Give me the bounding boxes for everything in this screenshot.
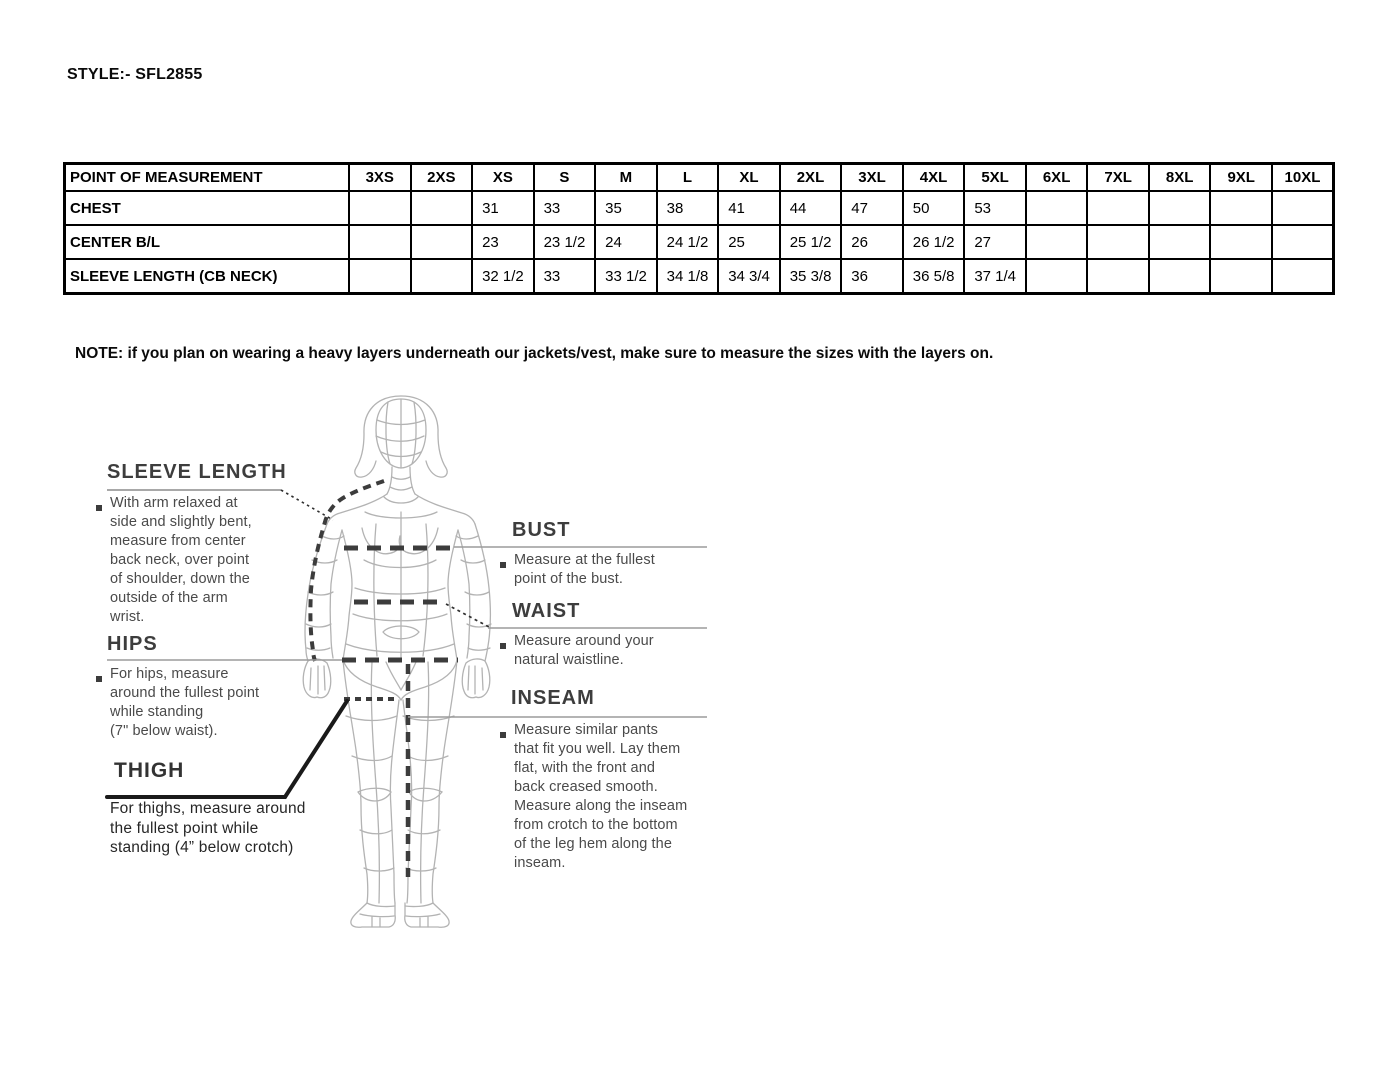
size-value-cell: [1272, 225, 1334, 259]
size-value-cell: 35 3/8: [780, 259, 842, 294]
column-header-size: 8XL: [1149, 164, 1211, 192]
size-value-cell: 33: [534, 259, 596, 294]
size-value-cell: 25: [718, 225, 780, 259]
column-header-size: 7XL: [1087, 164, 1149, 192]
instruction-line: that fit you well. Lay them: [514, 741, 681, 757]
size-value-cell: 36 5/8: [903, 259, 965, 294]
hips-heading: HIPS: [107, 633, 158, 655]
instruction-line: For hips, measure: [110, 666, 229, 682]
column-header-size: 5XL: [964, 164, 1026, 192]
size-value-cell: [411, 259, 473, 294]
square-bullet: [96, 676, 102, 682]
size-value-cell: [1210, 191, 1272, 225]
instruction-line: flat, with the front and: [514, 760, 656, 776]
size-value-cell: 24: [595, 225, 657, 259]
size-value-cell: 34 3/4: [718, 259, 780, 294]
column-header-size: 6XL: [1026, 164, 1088, 192]
square-bullet: [500, 643, 506, 649]
table-header-row: [65, 164, 1334, 192]
instruction-line: from crotch to the bottom: [514, 817, 678, 833]
waist-instructions: [514, 632, 654, 670]
instruction-line: of the leg hem along the: [514, 836, 672, 852]
size-value-cell: 36: [841, 259, 903, 294]
instruction-line: back neck, over point: [110, 552, 250, 568]
size-value-cell: [1087, 225, 1149, 259]
square-bullet: [500, 732, 506, 738]
size-value-cell: [1149, 225, 1211, 259]
thigh-instructions: [110, 799, 306, 858]
size-value-cell: [1149, 259, 1211, 294]
column-header-size: L: [657, 164, 719, 192]
size-value-cell: [411, 191, 473, 225]
column-header-size: 4XL: [903, 164, 965, 192]
instruction-line: outside of the arm: [110, 590, 228, 606]
thigh-leader-line: [285, 701, 347, 797]
size-table-wrapper: [63, 162, 1335, 295]
table-row: [65, 191, 1334, 225]
size-value-cell: [1149, 191, 1211, 225]
thigh-heading: THIGH: [114, 759, 185, 782]
table-row: [65, 259, 1334, 294]
size-value-cell: [1272, 259, 1334, 294]
size-value-cell: 25 1/2: [780, 225, 842, 259]
hips-instructions: [110, 665, 259, 741]
sleeve-length-heading: SLEEVE LENGTH: [107, 461, 287, 483]
size-value-cell: [411, 225, 473, 259]
size-value-cell: 50: [903, 191, 965, 225]
size-value-cell: 33: [534, 191, 596, 225]
row-label: CENTER B/L: [65, 225, 350, 259]
size-value-cell: 24 1/2: [657, 225, 719, 259]
size-value-cell: 23: [472, 225, 534, 259]
note-text: NOTE: if you plan on wearing a heavy layers underneath our jackets/vest, make sure to measure the sizes with the layers on.: [75, 345, 994, 362]
instruction-line: For thighs, measure around: [110, 800, 306, 817]
size-value-cell: [1210, 259, 1272, 294]
instruction-line: while standing: [110, 704, 204, 720]
measurement-diagram: [0, 378, 780, 958]
square-bullet: [96, 505, 102, 511]
size-value-cell: [1026, 225, 1088, 259]
size-value-cell: [1087, 191, 1149, 225]
instruction-line: (7" below waist).: [110, 723, 218, 739]
instruction-line: side and slightly bent,: [110, 514, 252, 530]
instruction-line: natural waistline.: [514, 652, 624, 668]
instruction-line: Measure at the fullest: [514, 552, 655, 568]
size-value-cell: 53: [964, 191, 1026, 225]
column-header-size: XL: [718, 164, 780, 192]
instruction-line: point of the bust.: [514, 571, 624, 587]
sleeve-leader-line: [281, 490, 333, 520]
size-value-cell: 26 1/2: [903, 225, 965, 259]
instruction-line: the fullest point while: [110, 819, 259, 837]
size-value-cell: 37 1/4: [964, 259, 1026, 294]
instruction-line: wrist.: [110, 609, 145, 625]
column-header-size: 10XL: [1272, 164, 1334, 192]
column-header-size: S: [534, 164, 596, 192]
row-label: CHEST: [65, 191, 350, 225]
sleeve-length-instructions: [110, 494, 252, 627]
size-value-cell: [349, 191, 411, 225]
column-header-size: 9XL: [1210, 164, 1272, 192]
size-value-cell: 41: [718, 191, 780, 225]
column-header-point-of-measurement: POINT OF MEASUREMENT: [65, 164, 350, 192]
column-header-size: 3XL: [841, 164, 903, 192]
size-value-cell: 33 1/2: [595, 259, 657, 294]
size-value-cell: [1210, 225, 1272, 259]
size-value-cell: 47: [841, 191, 903, 225]
size-value-cell: 31: [472, 191, 534, 225]
column-header-size: XS: [472, 164, 534, 192]
bust-instructions: [514, 551, 655, 589]
waist-heading: WAIST: [512, 600, 581, 622]
column-header-size: M: [595, 164, 657, 192]
instruction-line: inseam.: [514, 855, 566, 871]
style-heading: STYLE:- SFL2855: [67, 66, 203, 83]
instruction-line: back creased smooth.: [514, 779, 658, 795]
size-value-cell: 27: [964, 225, 1026, 259]
bust-heading: BUST: [512, 519, 571, 541]
size-value-cell: [349, 225, 411, 259]
size-value-cell: 23 1/2: [534, 225, 596, 259]
square-bullet: [500, 562, 506, 568]
size-value-cell: [1272, 191, 1334, 225]
column-header-size: 2XS: [411, 164, 473, 192]
table-row: [65, 225, 1334, 259]
size-value-cell: [1087, 259, 1149, 294]
size-value-cell: [349, 259, 411, 294]
instruction-line: With arm relaxed at: [110, 495, 238, 511]
size-value-cell: 32 1/2: [472, 259, 534, 294]
instruction-line: Measure similar pants: [514, 722, 658, 738]
size-value-cell: 26: [841, 225, 903, 259]
size-value-cell: 34 1/8: [657, 259, 719, 294]
instruction-line: around the fullest point: [110, 685, 260, 701]
instruction-line: standing (4” below crotch): [110, 839, 294, 856]
column-header-size: 3XS: [349, 164, 411, 192]
size-value-cell: 44: [780, 191, 842, 225]
column-header-size: 2XL: [780, 164, 842, 192]
size-value-cell: 35: [595, 191, 657, 225]
measurement-dash-lines: [310, 481, 458, 877]
instruction-line: of shoulder, down the: [110, 571, 250, 587]
inseam-heading: INSEAM: [511, 687, 595, 709]
size-value-cell: [1026, 191, 1088, 225]
instruction-line: Measure around your: [514, 633, 654, 649]
instruction-line: Measure along the inseam: [514, 798, 688, 814]
size-value-cell: 38: [657, 191, 719, 225]
inseam-instructions: [514, 721, 687, 873]
instruction-line: measure from center: [110, 533, 246, 549]
size-value-cell: [1026, 259, 1088, 294]
row-label: SLEEVE LENGTH (CB NECK): [65, 259, 350, 294]
size-table: [63, 162, 1335, 295]
